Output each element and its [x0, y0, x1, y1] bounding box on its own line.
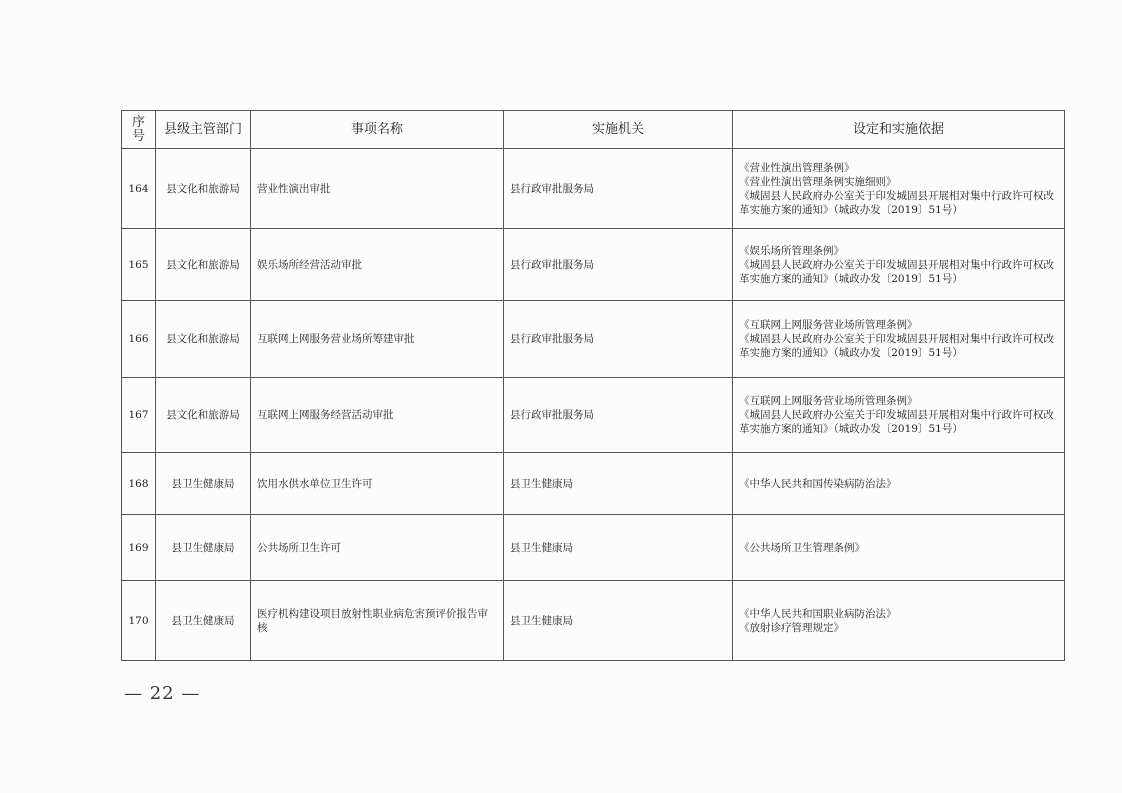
- basis-line: 《娱乐场所管理条例》: [739, 244, 844, 257]
- row-agency: 县行政审批服务局: [504, 301, 733, 378]
- table-row: [122, 378, 1065, 453]
- table-row: [122, 229, 1065, 301]
- basis-line: 《营业性演出管理条例》: [739, 161, 855, 174]
- basis-line: 《中华人民共和国传染病防治法》: [739, 477, 897, 490]
- row-item: 娱乐场所经营活动审批: [251, 229, 504, 301]
- row-dept: 县文化和旅游局: [156, 149, 251, 229]
- row-number: 165: [122, 229, 156, 301]
- licensing-items-table: [121, 110, 1065, 661]
- header-item: 事项名称: [251, 111, 504, 149]
- row-dept: 县卫生健康局: [156, 515, 251, 581]
- basis-line: 《中华人民共和国职业病防治法》: [739, 607, 897, 620]
- header-seq: 序 号: [122, 111, 156, 149]
- table-row: [122, 515, 1065, 581]
- row-item: 互联网上网服务营业场所筹建审批: [251, 301, 504, 378]
- row-dept: 县卫生健康局: [156, 453, 251, 515]
- row-number: 164: [122, 149, 156, 229]
- basis-line: 《互联网上网服务营业场所管理条例》: [739, 395, 918, 407]
- row-number: 170: [122, 581, 156, 661]
- row-basis: [733, 229, 1065, 301]
- header-agency: 实施机关: [504, 111, 733, 149]
- row-dept: 县文化和旅游局: [156, 378, 251, 453]
- row-basis: [733, 581, 1065, 661]
- row-item: 公共场所卫生许可: [251, 515, 504, 581]
- basis-line: 《营业性演出管理条例实施细则》: [739, 175, 897, 188]
- table-row: [122, 301, 1065, 378]
- table-row: [122, 453, 1065, 515]
- basis-line: 《公共场所卫生管理条例》: [739, 541, 865, 554]
- row-number: 168: [122, 453, 156, 515]
- header-basis: 设定和实施依据: [733, 111, 1065, 149]
- row-agency: 县行政审批服务局: [504, 378, 733, 453]
- row-agency: 县卫生健康局: [504, 581, 733, 661]
- row-agency: 县行政审批服务局: [504, 149, 733, 229]
- row-agency: 县卫生健康局: [504, 515, 733, 581]
- row-item: 营业性演出审批: [251, 149, 504, 229]
- row-item: 医疗机构建设项目放射性职业病危害预评价报告审核: [251, 581, 504, 661]
- table-row: [122, 149, 1065, 229]
- row-agency: 县行政审批服务局: [504, 229, 733, 301]
- page-number: — 22 —: [124, 683, 201, 704]
- header-dept: 县级主管部门: [156, 111, 251, 149]
- row-agency: 县卫生健康局: [504, 453, 733, 515]
- row-dept: 县文化和旅游局: [156, 301, 251, 378]
- basis-line: 《城固县人民政府办公室关于印发城固县开展相对集中行政许可权改革实施方案的通知》（城政办发〔2019〕51号）: [739, 258, 1054, 285]
- basis-line: 《城固县人民政府办公室关于印发城固县开展相对集中行政许可权改革实施方案的通知》（城政办发〔2019〕51号）: [739, 409, 1054, 435]
- row-dept: 县卫生健康局: [156, 581, 251, 661]
- basis-line: 《城固县人民政府办公室关于印发城固县开展相对集中行政许可权改革实施方案的通知》（城政办发〔2019〕51号）: [739, 189, 1054, 216]
- basis-line: 《互联网上网服务营业场所管理条例》: [739, 319, 918, 331]
- table-header-row: [122, 111, 1065, 149]
- row-number: 167: [122, 378, 156, 453]
- row-basis: [733, 515, 1065, 581]
- basis-line: 《放射诊疗管理规定》: [739, 621, 844, 634]
- row-item: 互联网上网服务经营活动审批: [251, 378, 504, 453]
- row-basis: [733, 301, 1065, 378]
- row-item: 饮用水供水单位卫生许可: [251, 453, 504, 515]
- row-dept: 县文化和旅游局: [156, 229, 251, 301]
- basis-line: 《城固县人民政府办公室关于印发城固县开展相对集中行政许可权改革实施方案的通知》（城政办发〔2019〕51号）: [739, 333, 1054, 359]
- row-number: 166: [122, 301, 156, 378]
- table-row: [122, 581, 1065, 661]
- row-number: 169: [122, 515, 156, 581]
- row-basis: [733, 378, 1065, 453]
- row-basis: [733, 453, 1065, 515]
- row-basis: [733, 149, 1065, 229]
